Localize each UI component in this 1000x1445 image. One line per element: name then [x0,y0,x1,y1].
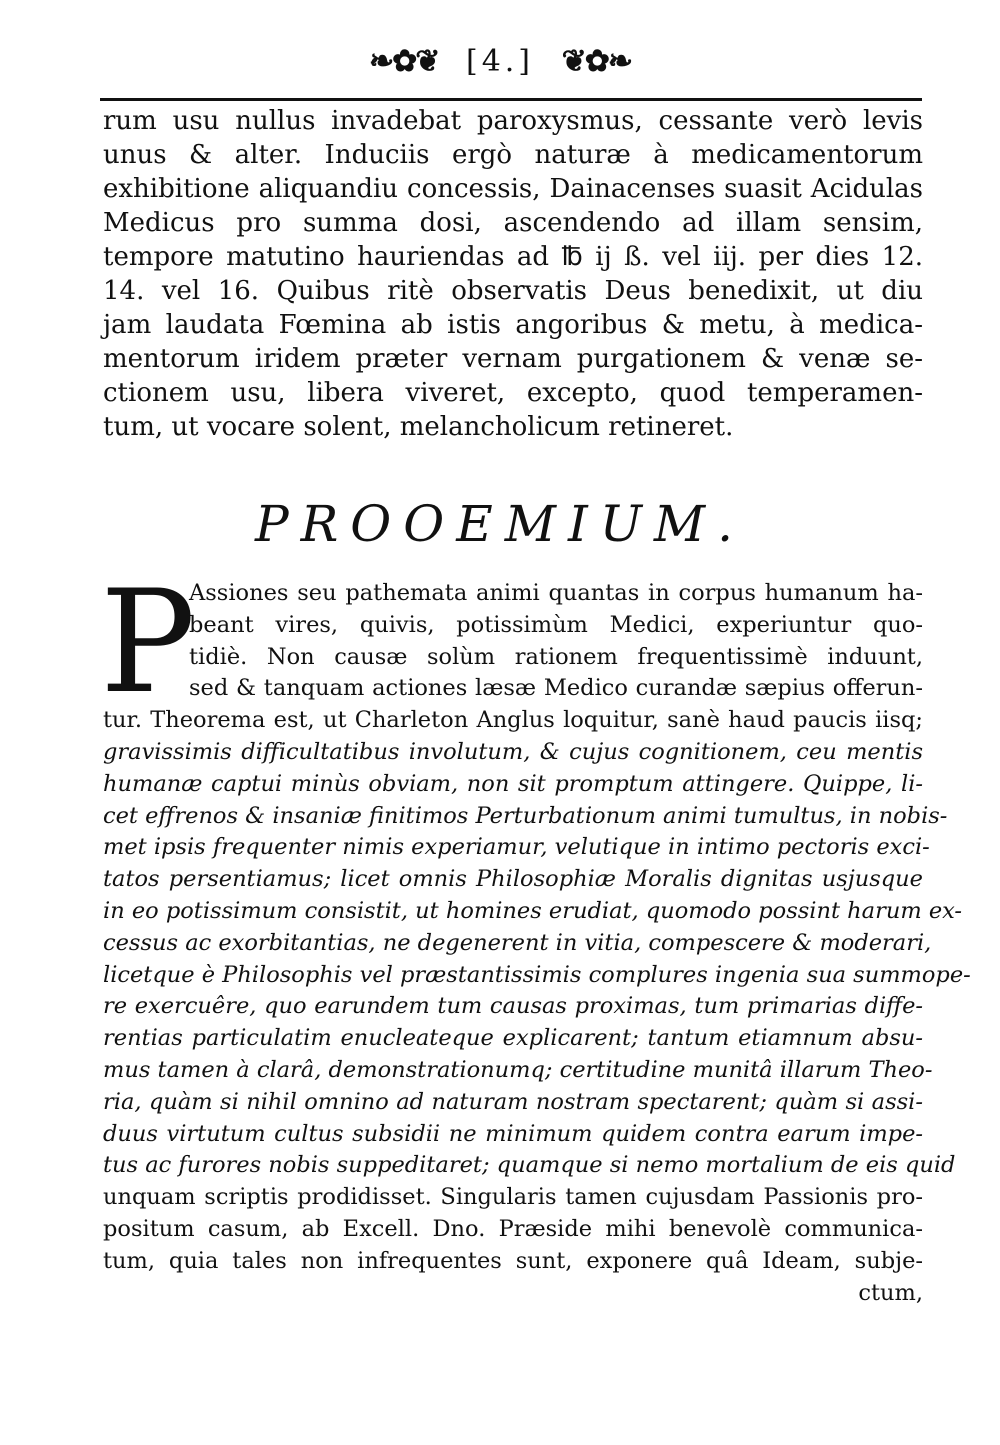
text-line: exhibitione aliquandiu concessis, Dainacenses suasit Acidulas [103,174,923,204]
page-number: [4.] [465,43,535,79]
text-line: met ipsis frequenter nimis experiamur, velutique in intimo pectoris exci- [103,834,930,861]
text-line: tempore matutino hauriendas ad ℔ ij ß. vel iij. per dies 12. [103,242,923,272]
text-line: tum, quia tales non infrequentes sunt, exponere quâ Ideam, subje- [103,1247,923,1274]
text-line: mus tamen à clarâ, demonstrationumq; certitudine munitâ illarum Theo- [103,1056,933,1083]
text-line: sed & tanquam actiones læsæ Medico curandæ sæpius offerun- [189,675,923,702]
text-line: cet effrenos & insaniæ finitimos Perturbationum animi tumultus, in nobis- [103,802,948,829]
running-header [0,42,1000,79]
text-line: positum casum, ab Excell. Dno. Præside mihi benevolè communica- [103,1215,923,1242]
catchword: ctum, [858,1279,923,1306]
drop-cap: P [100,560,196,725]
text-line: Medicus pro summa dosi, ascendendo ad illam sensim, [103,208,923,238]
text-line: gravissimis difficultatibus involutum, & cujus cognitionem, ceu mentis [103,738,923,765]
text-line: mentorum iridem præter vernam purgationem & venæ se- [103,344,923,374]
text-line: tum, ut vocare solent, melancholicum retineret. [103,412,734,442]
section-title: PROOEMIUM. [255,495,745,553]
text-line: tus ac furores nobis suppeditaret; quamque si nemo mortalium de eis quid [103,1152,956,1179]
proem-text-block [103,578,971,1309]
text-line: ria, quàm si nihil omnino ad naturam nostram spectarent; quàm si assi- [103,1088,923,1115]
text-line: jam laudata Fœmina ab istis angoribus & metu, à medica- [103,310,923,340]
text-line: Assiones seu pathemata animi quantas in corpus humanum ha- [189,580,923,606]
text-line: tatos persentiamus; licet omnis Philosophiæ Moralis dignitas usjusque [103,866,923,893]
text-line: rentias particulatim enucleateque explicarent; tantum etiamnum absu- [103,1025,923,1052]
text-line: unquam scriptis prodidisset. Singularis tamen cujusdam Passionis pro- [103,1184,923,1211]
text-line: rum usu nullus invadebat paroxysmus, cessante verò levis [103,106,923,136]
text-line: tur. Theorema est, ut Charleton Anglus loquitur, sanè haud paucis iisq; [103,707,923,734]
text-line: unus & alter. Induciis ergò naturæ à medicamentorum [103,140,923,170]
text-line: 14. vel 16. Quibus ritè observatis Deus benedixit, ut diu [103,276,923,306]
text-line: in eo potissimum consistit, ut homines erudiat, quomodo possint harum ex- [103,897,963,924]
text-line: humanæ captui minùs obviam, non sit promptum attingere. Quippe, li- [103,770,923,797]
ornament-left-icon: ❧✿❦ [369,43,439,79]
text-line: licetque è Philosophis vel præstantissimis complures ingenia sua summope- [103,961,971,988]
ornament-right-icon: ❦✿❧ [561,43,631,79]
text-line: cessus ac exorbitantias, ne degenerent in vitia, compescere & moderari, [103,929,932,956]
case-text-block [103,104,923,444]
text-line: ctionem usu, libera viveret, excepto, quod temperamen- [103,378,923,408]
text-line: tidiè. Non causæ solùm rationem frequentissimè induunt, [189,643,923,670]
text-line: re exercuêre, quo earundem tum causas proximas, tum primarias diffe- [103,993,923,1020]
header-rule [100,98,922,101]
text-line: duus virtutum cultus subsidii ne minimum quidem contra earum impe- [103,1120,923,1147]
text-line: beant vires, quivis, potissimùm Medici, experiuntur quo- [189,611,923,638]
